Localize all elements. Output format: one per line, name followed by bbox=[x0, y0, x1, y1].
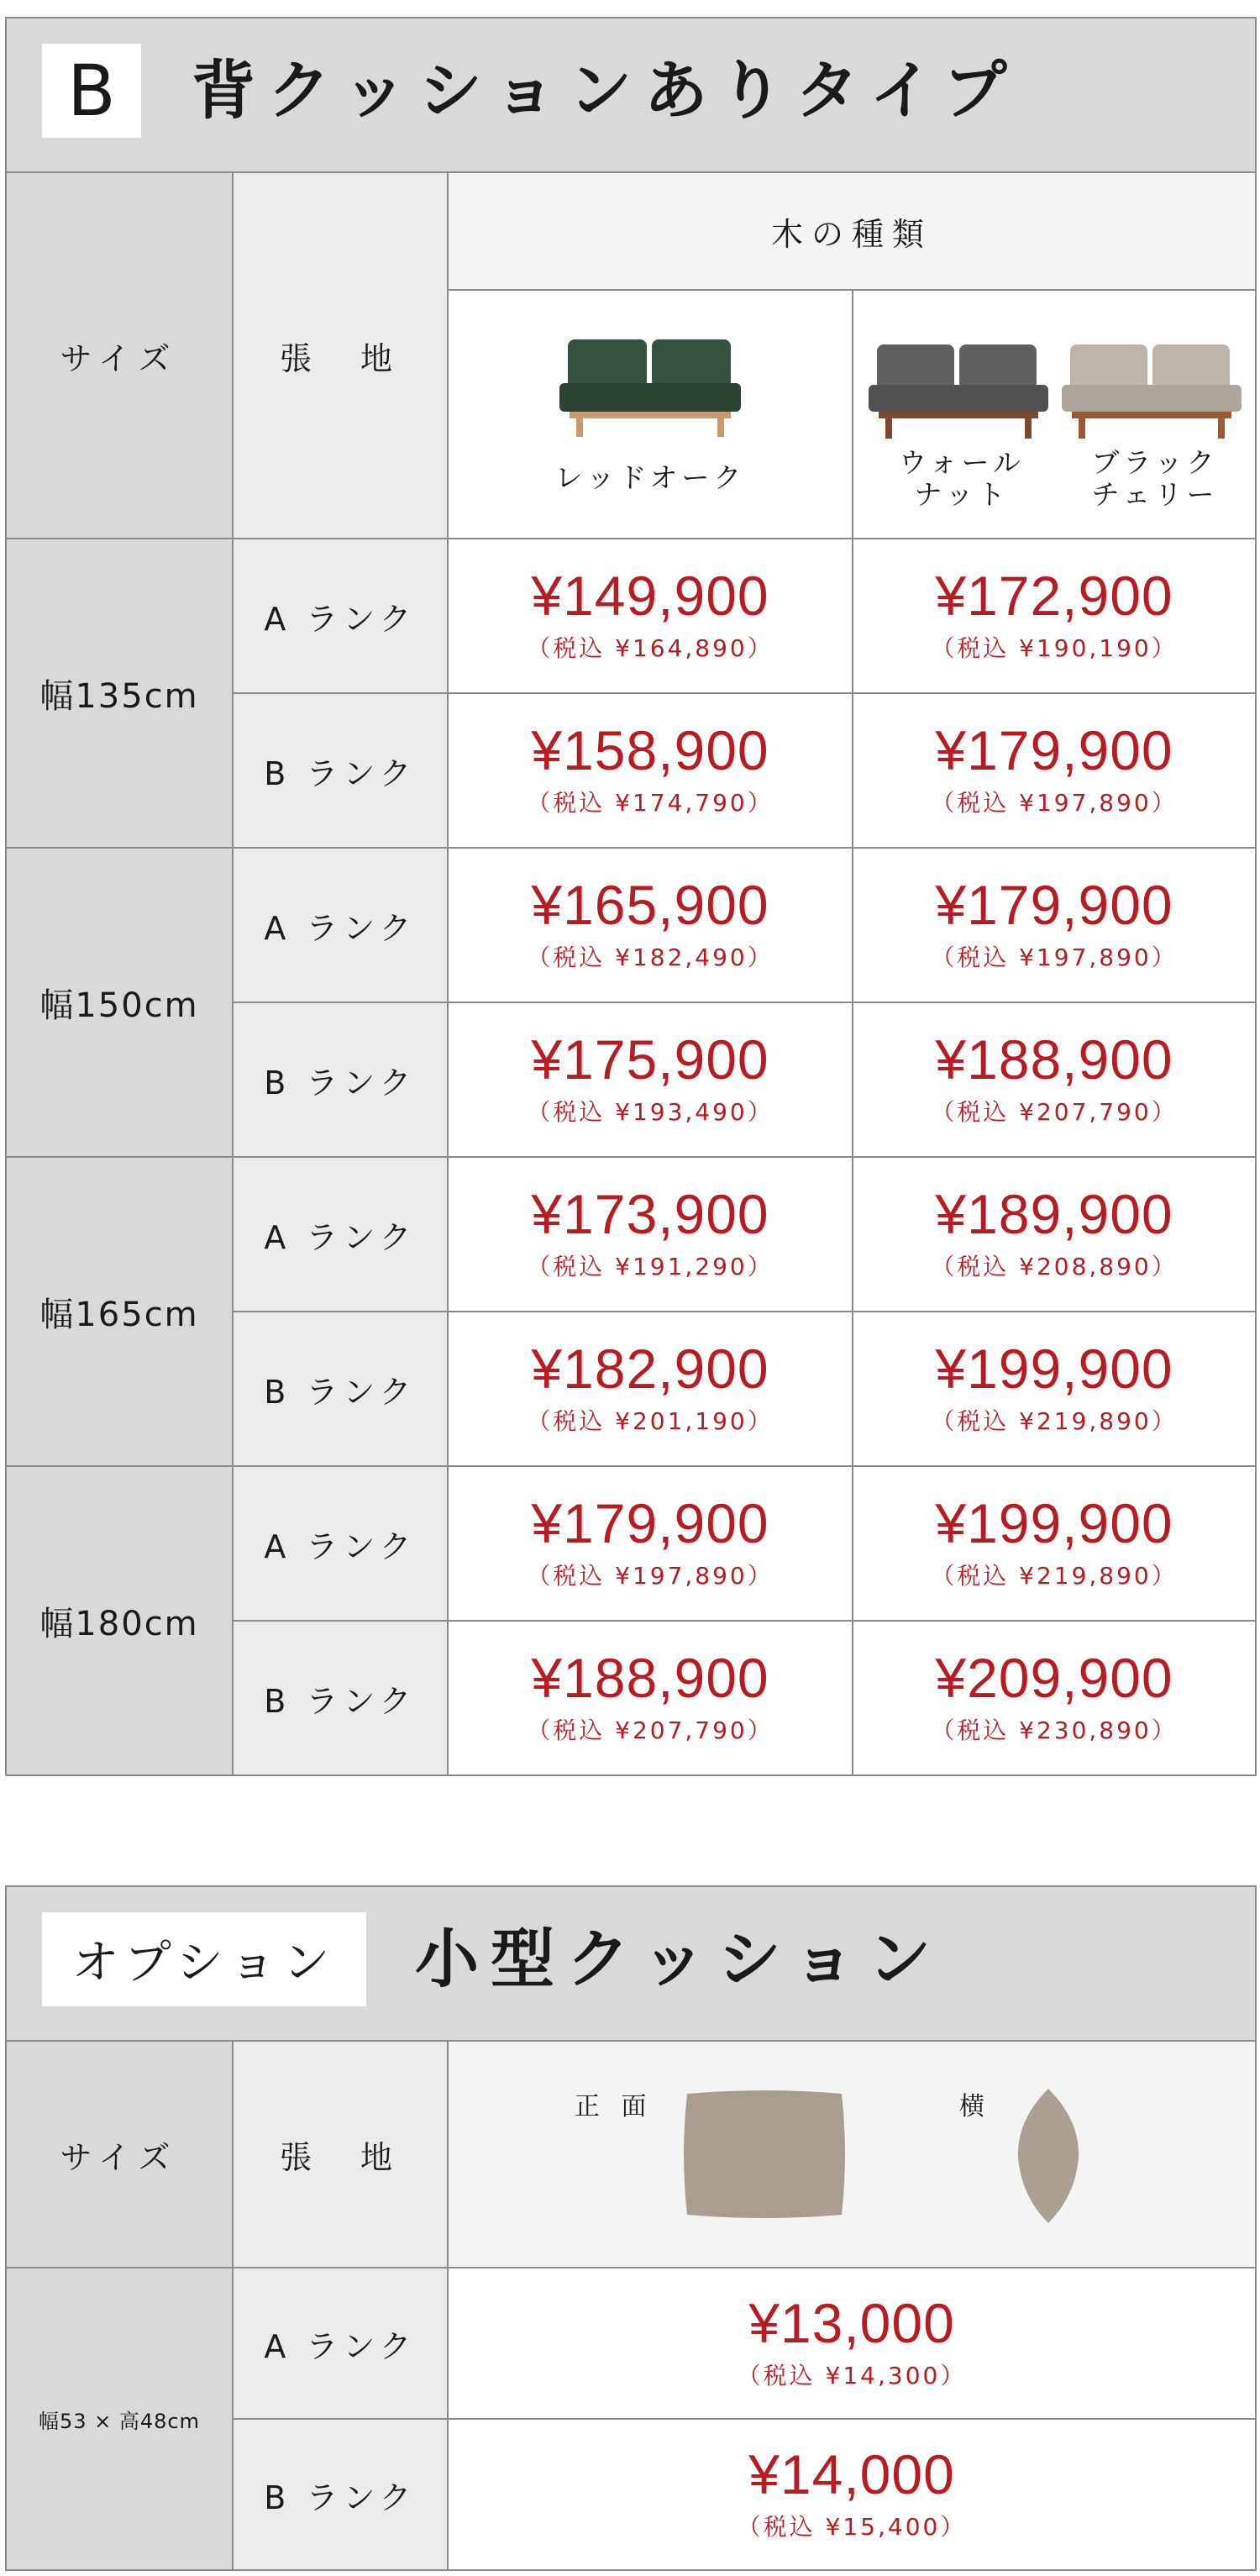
price: ¥173,900 bbox=[531, 1183, 769, 1245]
tax-price: （税込 ¥207,790） bbox=[931, 1098, 1178, 1126]
option-badge bbox=[42, 1912, 366, 2006]
option-fabric-header-label: 張 地 bbox=[279, 2138, 401, 2176]
wood-types-label: 木の種類 bbox=[770, 215, 932, 253]
price: ¥189,900 bbox=[935, 1183, 1173, 1245]
rank-label: A ランク bbox=[264, 909, 417, 947]
wood-name-walnut-line1: ウォール bbox=[898, 446, 1026, 479]
tax-price: （税込 ¥197,890） bbox=[931, 944, 1178, 971]
price-cell bbox=[852, 1001, 1257, 1158]
price: ¥158,900 bbox=[531, 719, 769, 781]
tax-price: （税込 ¥174,790） bbox=[527, 789, 774, 817]
option-size-header bbox=[5, 2040, 234, 2268]
price: ¥13,000 bbox=[748, 2292, 955, 2354]
tax-price: （税込 ¥190,190） bbox=[931, 634, 1178, 662]
price: ¥209,900 bbox=[935, 1647, 1173, 1709]
cushion-front-image bbox=[682, 2087, 847, 2221]
wood-name-redoak-text: レッドオーク bbox=[554, 461, 746, 495]
rank-label: B ランク bbox=[264, 1064, 417, 1101]
option-size-header-label: サイズ bbox=[60, 2138, 179, 2176]
option-price-cell bbox=[447, 2418, 1257, 2571]
price: ¥179,900 bbox=[935, 874, 1173, 936]
tax-price: （税込 ¥191,290） bbox=[527, 1253, 774, 1280]
price-cell bbox=[852, 1465, 1257, 1622]
rank-cell bbox=[232, 847, 449, 1003]
size-label: 幅180cm bbox=[39, 1604, 199, 1643]
size-label: 幅165cm bbox=[39, 1295, 199, 1334]
size-cell-150 bbox=[5, 847, 234, 1158]
price: ¥179,900 bbox=[935, 719, 1173, 781]
price-cell bbox=[447, 1465, 853, 1622]
tax-price: （税込 ¥207,790） bbox=[527, 1716, 774, 1744]
rank-label: A ランク bbox=[264, 600, 417, 638]
price: ¥172,900 bbox=[935, 565, 1173, 627]
rank-label: A ランク bbox=[264, 1527, 417, 1565]
wood-name-blackcherry-line1: ブラック bbox=[1091, 446, 1219, 479]
tax-price: （税込 ¥219,890） bbox=[931, 1407, 1178, 1435]
wood-name-blackcherry-line2: チェリー bbox=[1091, 477, 1219, 511]
tax-price: （税込 ¥208,890） bbox=[931, 1253, 1178, 1280]
rank-label: B ランク bbox=[264, 754, 417, 792]
option-badge-text: オプション bbox=[71, 1936, 337, 1990]
wood-types-header bbox=[447, 171, 1257, 291]
fabric-header-label: 張 地 bbox=[279, 339, 401, 377]
price: ¥199,900 bbox=[935, 1492, 1173, 1554]
section-b-badge bbox=[42, 44, 141, 138]
price-cell bbox=[447, 692, 853, 849]
section-b-title: 背クッションありタイプ bbox=[192, 53, 1019, 128]
price-cell bbox=[447, 1620, 853, 1776]
rank-cell bbox=[232, 1156, 449, 1312]
option-size-label: 幅53 × 高48cm bbox=[38, 2409, 201, 2433]
price-cell bbox=[852, 692, 1257, 849]
price: ¥14,000 bbox=[748, 2443, 955, 2505]
rank-label: A ランク bbox=[264, 1218, 417, 1256]
front-label: 正 面 bbox=[575, 2092, 654, 2121]
price: ¥149,900 bbox=[531, 565, 769, 627]
tax-price: （税込 ¥14,300） bbox=[737, 2362, 967, 2389]
tax-price: （税込 ¥219,890） bbox=[931, 1562, 1178, 1590]
sofa-blackcherry-image bbox=[1062, 339, 1242, 440]
price-cell bbox=[447, 1311, 853, 1467]
option-title: 小型クッション bbox=[415, 1921, 943, 1996]
size-cell-165 bbox=[5, 1156, 234, 1467]
sofa-walnut-image bbox=[869, 339, 1048, 440]
price: ¥179,900 bbox=[531, 1492, 769, 1554]
option-rank-cell bbox=[232, 2418, 449, 2571]
price-cell bbox=[447, 847, 853, 1003]
rank-label: A ランク bbox=[264, 2327, 417, 2365]
rank-cell bbox=[232, 692, 449, 849]
price-cell bbox=[447, 538, 853, 694]
price: ¥182,900 bbox=[531, 1338, 769, 1400]
option-fabric-header bbox=[232, 2040, 449, 2268]
option-price-cell bbox=[447, 2267, 1257, 2420]
tax-price: （税込 ¥182,490） bbox=[527, 944, 774, 971]
rank-cell bbox=[232, 538, 449, 694]
wood-name-walnut bbox=[874, 447, 1050, 511]
price-cell bbox=[852, 1620, 1257, 1776]
price: ¥188,900 bbox=[531, 1647, 769, 1709]
size-cell-180 bbox=[5, 1465, 234, 1776]
tax-price: （税込 ¥197,890） bbox=[931, 789, 1178, 817]
tax-price: （税込 ¥201,190） bbox=[527, 1407, 774, 1435]
rank-cell bbox=[232, 1311, 449, 1467]
option-rank-cell bbox=[232, 2267, 449, 2420]
price: ¥188,900 bbox=[935, 1028, 1173, 1091]
size-label: 幅135cm bbox=[39, 676, 199, 716]
price-cell bbox=[852, 538, 1257, 694]
sofa-redoak-image bbox=[559, 334, 741, 439]
rank-label: B ランク bbox=[264, 1373, 417, 1411]
rank-cell bbox=[232, 1001, 449, 1158]
wood-name-redoak bbox=[447, 457, 853, 499]
size-label: 幅150cm bbox=[39, 986, 199, 1025]
price-cell bbox=[852, 847, 1257, 1003]
wood-name-walnut-line2: ナット bbox=[914, 477, 1010, 511]
size-header-label: サイズ bbox=[60, 339, 179, 377]
size-cell-135 bbox=[5, 538, 234, 849]
price: ¥165,900 bbox=[531, 874, 769, 936]
fabric-header bbox=[232, 171, 449, 539]
price-cell bbox=[447, 1001, 853, 1158]
section-b-badge-text: B bbox=[67, 50, 116, 132]
rank-cell bbox=[232, 1620, 449, 1776]
price-cell bbox=[447, 1156, 853, 1312]
tax-price: （税込 ¥164,890） bbox=[527, 634, 774, 662]
tax-price: （税込 ¥197,890） bbox=[527, 1562, 774, 1590]
rank-label: B ランク bbox=[264, 1682, 417, 1720]
rank-cell bbox=[232, 1465, 449, 1622]
size-header bbox=[5, 171, 234, 539]
rank-label: B ランク bbox=[264, 2479, 417, 2516]
price: ¥199,900 bbox=[935, 1338, 1173, 1400]
tax-price: （税込 ¥193,490） bbox=[527, 1098, 774, 1126]
price: ¥175,900 bbox=[531, 1028, 769, 1091]
cushion-side-image bbox=[1015, 2087, 1082, 2225]
price-cell bbox=[852, 1311, 1257, 1467]
tax-price: （税込 ¥230,890） bbox=[931, 1716, 1178, 1744]
wood-name-blackcherry bbox=[1067, 447, 1243, 511]
cushion-image-cell bbox=[447, 2040, 1257, 2268]
side-label: 横 bbox=[959, 2092, 984, 2121]
tax-price: （税込 ¥15,400） bbox=[737, 2513, 967, 2541]
option-size-cell bbox=[5, 2267, 234, 2571]
price-cell bbox=[852, 1156, 1257, 1312]
